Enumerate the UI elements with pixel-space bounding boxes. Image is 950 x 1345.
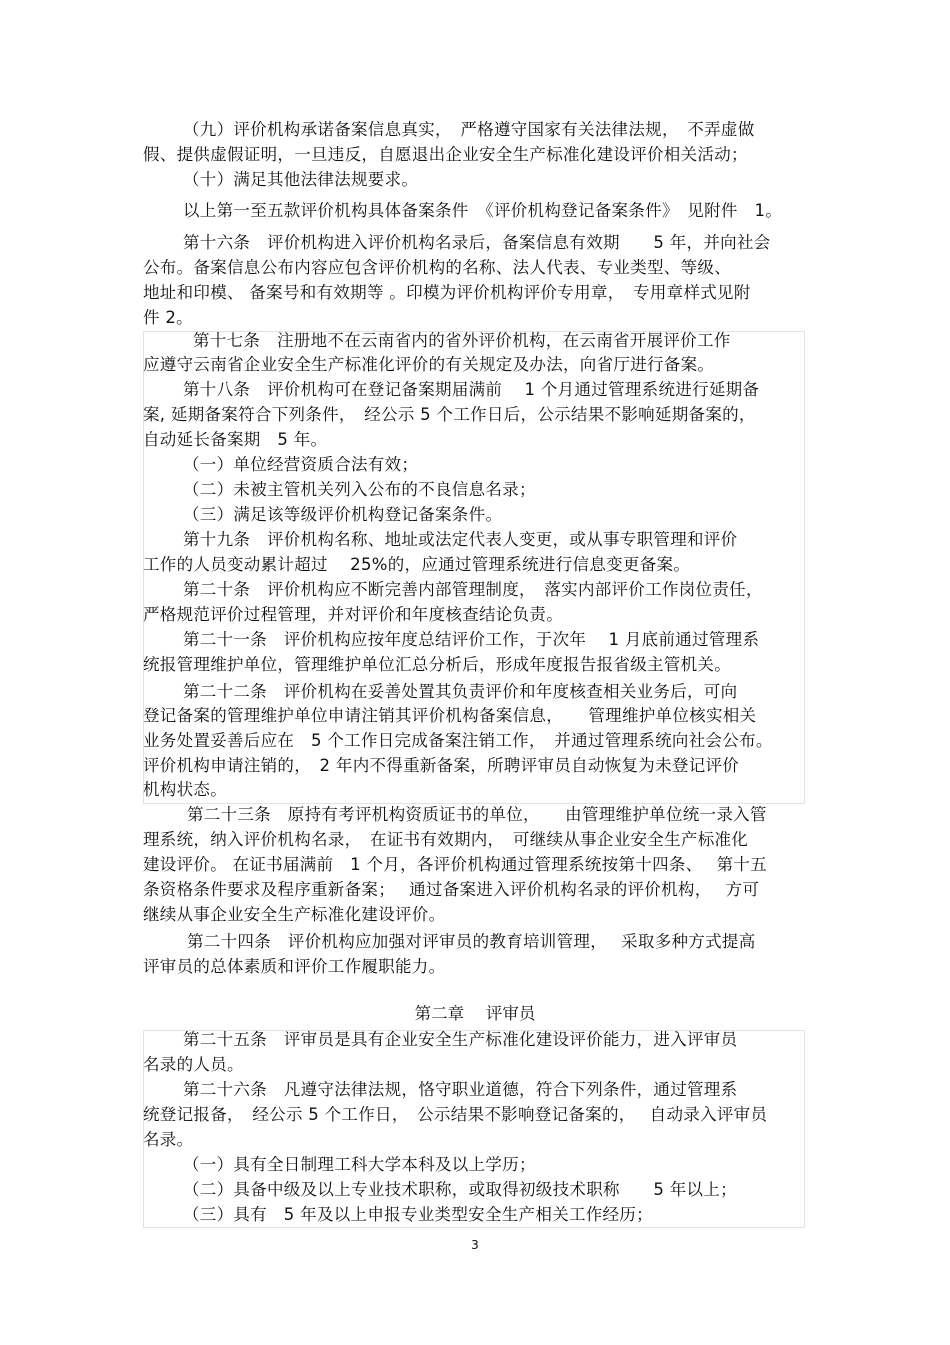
- text-line: 第十九条 评价机构名称、地址或法定代表人变更，或从事专职管理和评价: [183, 530, 738, 549]
- text-line: 工作的人员变动累计超过 25%的，应通过管理系统进行信息变更备案。: [143, 555, 691, 574]
- page-number: 3: [471, 1238, 479, 1252]
- text-line: 统登记报备， 经公示 5 个工作日， 公示结果不影响登记备案的， 自动录入评审员: [143, 1105, 768, 1124]
- text-line: 地址和印模、 备案号和有效期等 。印模为评价机构评价专用章， 专用章样式见附: [143, 283, 751, 302]
- text-line: 第十七条 注册地不在云南省内的省外评价机构，在云南省开展评价工作: [193, 331, 731, 350]
- chapter-title: 第二章 评审员: [414, 1004, 536, 1023]
- text-line: （二）未被主管机关列入公布的不良信息名录；: [183, 480, 536, 499]
- text-line: 第十八条 评价机构可在登记备案期届满前 1 个月通过管理系统进行延期备: [183, 380, 760, 399]
- text-line: 自动延长备案期 5 年。: [143, 430, 328, 449]
- text-line: （二）具备中级及以上专业技术职称，或取得初级技术职称 5 年以上；: [183, 1180, 737, 1199]
- text-line: （九）评价机构承诺备案信息真实， 严格遵守国家有关法律法规， 不弄虚做: [183, 120, 755, 139]
- text-line: 严格规范评价过程管理，并对评价和年度核查结论负责。: [143, 605, 563, 624]
- text-line: （三）满足该等级评价机构登记备案条件。: [183, 505, 503, 524]
- text-line: 件 2。: [143, 308, 193, 327]
- text-line: 假、提供虚假证明，一旦违反，自愿退出企业安全生产标准化建设评价相关活动；: [143, 145, 748, 164]
- text-line: 名录的人员。: [143, 1055, 244, 1074]
- text-line: 统报管理维护单位，管理维护单位汇总分析后，形成年度报告报省级主管机关。: [143, 655, 731, 674]
- text-line: 案, 延期备案符合下列条件， 经公示 5 个工作日后，公示结果不影响延期备案的，: [143, 405, 756, 424]
- text-line: 第二十三条 原持有考评机构资质证书的单位， 由管理维护单位统一录入管: [187, 805, 767, 824]
- text-line: 第十六条 评价机构进入评价机构名录后，备案信息有效期 5 年，并向社会: [183, 233, 771, 252]
- text-line: 以上第一至五款评价机构具体备案条件 《评价机构登记备案条件》 见附件 1。: [183, 201, 783, 220]
- text-line: 第二十二条 评价机构在妥善处置其负责评价和年度核查相关业务后，可向: [183, 682, 738, 701]
- text-line: 登记备案的管理维护单位申请注销其评价机构备案信息， 管理维护单位核实相关: [143, 706, 757, 725]
- text-line: 名录。: [143, 1130, 194, 1149]
- text-line: 第二十六条 凡遵守法律法规，恪守职业道德，符合下列条件，通过管理系: [183, 1080, 738, 1099]
- text-line: （一）单位经营资质合法有效；: [183, 455, 419, 474]
- text-line: 建设评价。 在证书届满前 1 个月，各评价机构通过管理系统按第十四条、 第十五: [143, 855, 767, 874]
- text-line: （三）具有 5 年及以上申报专业类型安全生产相关工作经历；: [183, 1205, 653, 1224]
- text-line: 第二十四条 评价机构应加强对评审员的教育培训管理， 采取多种方式提高: [187, 932, 756, 951]
- text-line: （一）具有全日制理工科大学本科及以上学历；: [183, 1155, 536, 1174]
- text-line: 第二十一条 评价机构应按年度总结评价工作，于次年 1 月底前通过管理系: [183, 630, 760, 649]
- text-line: 评价机构申请注销的， 2 年内不得重新备案，所聘评审员自动恢复为未登记评价: [143, 756, 740, 775]
- text-line: 应遵守云南省企业安全生产标准化评价的有关规定及办法，向省厅进行备案。: [143, 355, 715, 374]
- text-line: 评审员的总体素质和评价工作履职能力。: [143, 957, 446, 976]
- text-line: （十）满足其他法律法规要求。: [183, 170, 419, 189]
- text-line: 第二十条 评价机构应不断完善内部管理制度， 落实内部评价工作岗位责任，: [183, 580, 763, 599]
- text-line: 继续从事企业安全生产标准化建设评价。: [143, 905, 446, 924]
- text-line: 第二十五条 评审员是具有企业安全生产标准化建设评价能力，进入评审员: [183, 1030, 738, 1049]
- text-line: 机构状态。: [143, 780, 227, 799]
- text-line: 条资格条件要求及程序重新备案； 通过备案进入评价机构名录的评价机构， 方可: [143, 880, 760, 899]
- text-line: 理系统，纳入评价机构名录， 在证书有效期内， 可继续从事企业安全生产标准化: [143, 830, 749, 849]
- text-line: 业务处置妥善后应在 5 个工作日完成备案注销工作， 并通过管理系统向社会公布。: [143, 731, 773, 750]
- text-line: 公布。备案信息公布内容应包含评价机构的名称、法人代表、专业类型、等级、: [143, 258, 731, 277]
